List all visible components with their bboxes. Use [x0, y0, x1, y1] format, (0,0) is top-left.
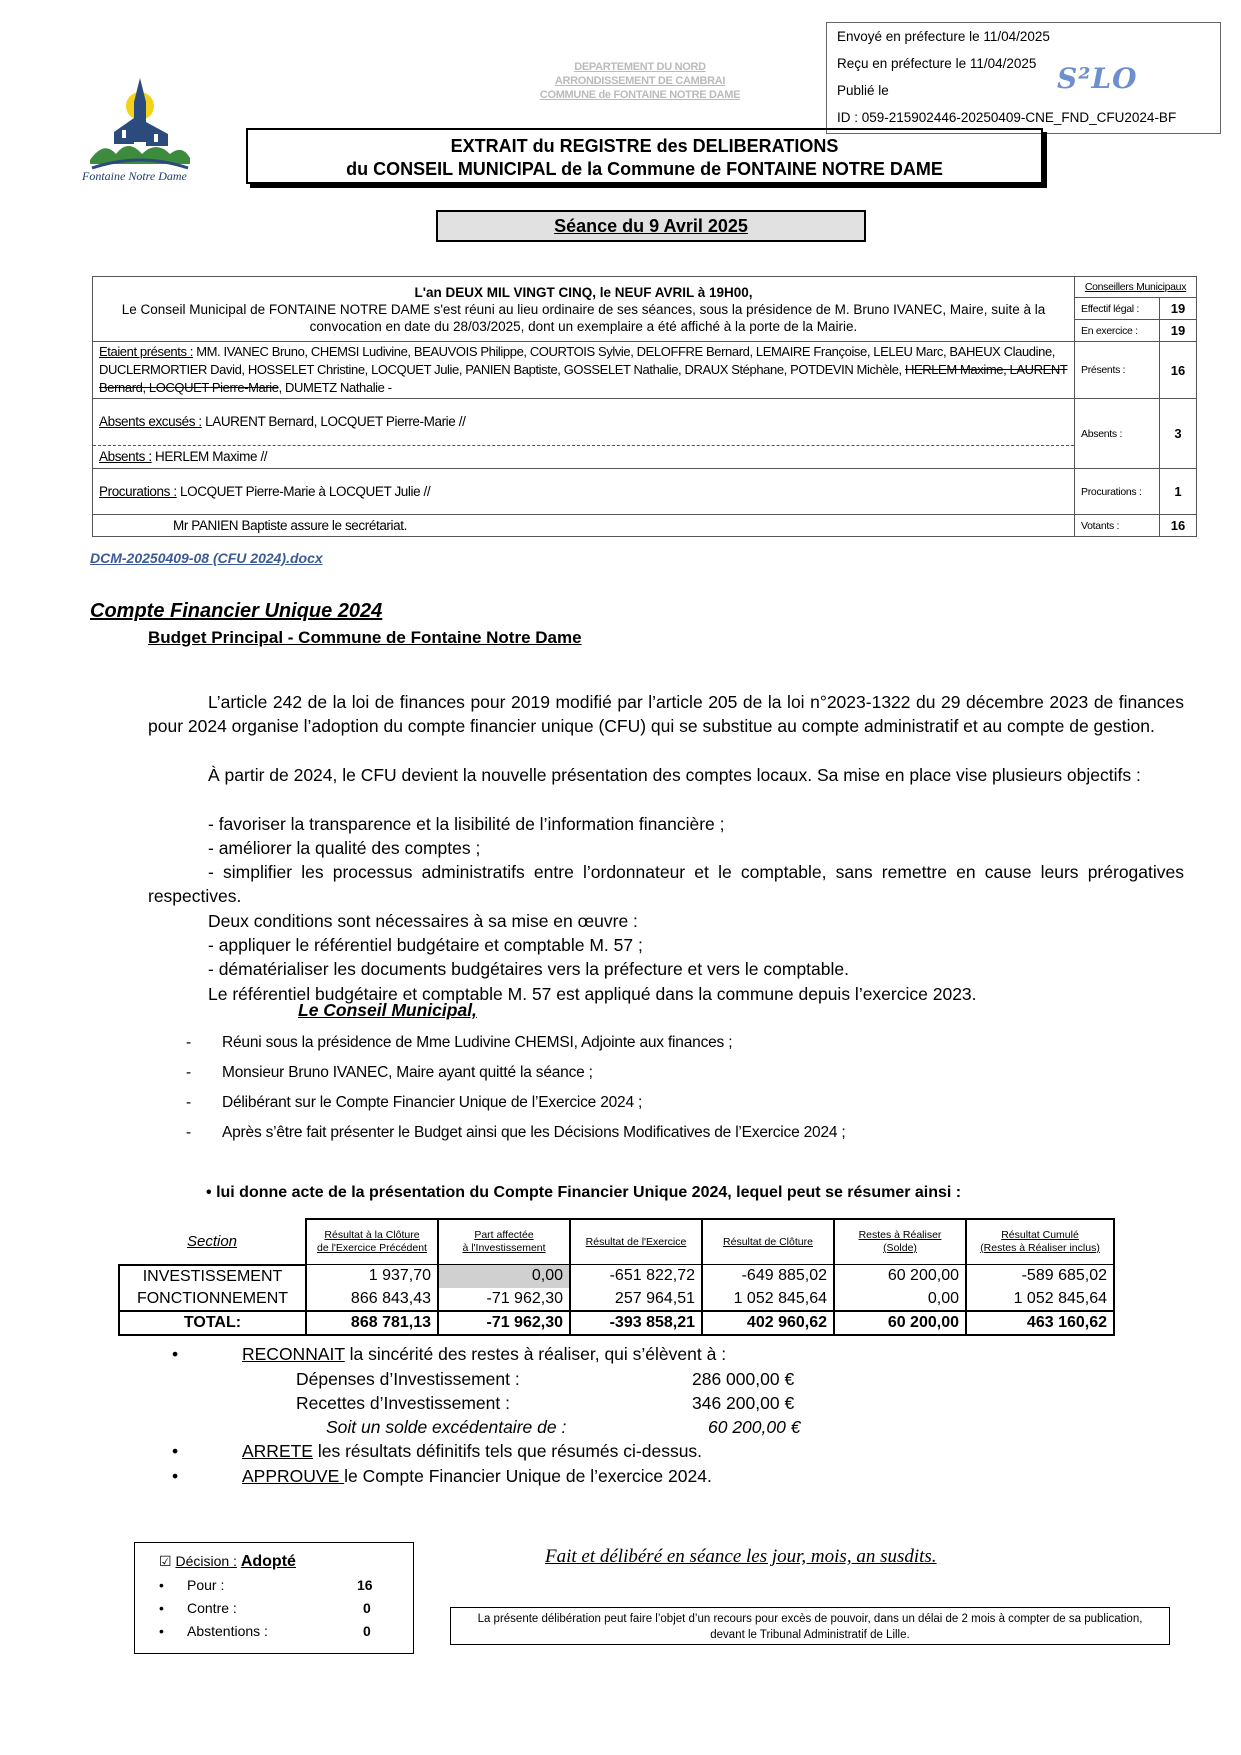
pour-value: 16	[357, 1577, 373, 1593]
absent-members	[93, 399, 1075, 469]
condition-1: - appliquer le référentiel budgétaire et comptable M. 57 ;	[208, 935, 643, 955]
condition-2: - dématérialiser les documents budgétaires vers la préfecture et vers le comptable.	[208, 959, 849, 979]
secretariat: Mr PANIEN Baptiste assure le secrétariat.	[93, 515, 1075, 537]
present-struck: HERLEM Maxime, LAURENT Bernard, LOCQUET Pierre-Marie	[99, 362, 1068, 395]
decision-value: Adopté	[240, 1553, 296, 1570]
bullet-icon: •	[159, 1577, 164, 1593]
absents-count-label: Absents :	[1075, 399, 1160, 469]
stamp-id: ID : 059-215902446-20250409-CNE_FND_CFU2024-BF	[837, 110, 1177, 125]
total-row	[119, 1311, 1114, 1335]
cell: 1 052 845,64	[702, 1288, 834, 1311]
considerant-text: Délibérant sur le Compte Financier Unique de l’Exercice 2024 ;	[222, 1094, 643, 1111]
depenses-value: 286 000,00 €	[692, 1369, 795, 1389]
recours-line2: devant le Tribunal Administratif de Lille.	[710, 1629, 910, 1641]
contre-value: 0	[363, 1600, 371, 1616]
depenses-label: Dépenses d’Investissement :	[296, 1369, 520, 1389]
acte-text: lui donne acte de la présentation du Compte Financier Unique 2024, lequel peut se résumer ainsi :	[216, 1184, 962, 1201]
cell: -71 962,30	[438, 1288, 570, 1311]
cell: -651 822,72	[570, 1265, 702, 1288]
logo-caption: Fontaine Notre Dame	[82, 169, 187, 183]
document-title	[246, 128, 1043, 184]
contre-label: Contre :	[187, 1600, 237, 1616]
cell: 257 964,51	[570, 1288, 702, 1311]
attendance-table	[92, 276, 1197, 537]
results-table	[118, 1218, 1115, 1336]
reconnait-verb: RECONNAIT	[242, 1344, 345, 1364]
recettes-value: 346 200,00 €	[692, 1393, 795, 1413]
title-line1: EXTRAIT du REGISTRE des DELIBERATIONS	[450, 136, 839, 156]
bullet-icon: •	[172, 1441, 179, 1461]
excuses-row	[93, 399, 1074, 446]
cell: 866 843,43	[306, 1288, 438, 1311]
section-subheading: Budget Principal - Commune de Fontaine Notre Dame	[148, 628, 582, 647]
arrete-item	[172, 1441, 703, 1462]
reconnait-item	[172, 1344, 727, 1365]
procurations-count-label: Procurations :	[1075, 469, 1160, 515]
objective-3: - simplifier les processus administratifs entre l’ordonnateur et le comptable, sans remettre en cause leurs prérogatives respectives.	[148, 862, 1184, 907]
presents-value: 16	[1160, 342, 1197, 399]
considerant-4: - Après s’être fait présenter le Budget ainsi que les Décisions Modificatives de l’Exercice 2024 ;	[186, 1124, 846, 1141]
recettes-label: Recettes d’Investissement :	[296, 1393, 510, 1413]
approuve-text: le Compte Financier Unique de l’exercice 2024.	[344, 1466, 712, 1486]
objective-2: - améliorer la qualité des comptes ;	[208, 838, 481, 858]
prefecture-stamp	[826, 22, 1221, 134]
procurations-text: LOCQUET Pierre-Marie à LOCQUET Julie //	[176, 484, 431, 499]
decision-line	[159, 1553, 296, 1571]
excuses-label: Absents excusés :	[99, 414, 202, 429]
decision-box	[134, 1542, 414, 1654]
absents-row	[93, 446, 1074, 468]
cell: -71 962,30	[438, 1311, 570, 1335]
bullet-icon: •	[172, 1344, 179, 1364]
acte-statement	[206, 1184, 961, 1202]
checkbox-icon: ☑	[159, 1553, 172, 1569]
considerant-text: Après s’être fait présenter le Budget ainsi que les Décisions Modificatives de l’Exercice 2024 ;	[222, 1124, 846, 1141]
cell: 1 052 845,64	[966, 1288, 1114, 1311]
absents-label: Absents :	[99, 449, 152, 464]
col-header-affectee: Part affectée à l'Investissement	[438, 1219, 570, 1265]
procurations-row	[93, 469, 1075, 515]
bullet-icon: •	[206, 1184, 212, 1201]
procurations-value: 1	[1160, 469, 1197, 515]
department-header	[520, 60, 760, 102]
abstentions-label: Abstentions :	[187, 1623, 268, 1639]
paragraph-2: À partir de 2024, le CFU devient la nouvelle présentation des comptes locaux. Sa mise en place vise plusieurs objectifs :	[208, 765, 1141, 785]
cell: 0,00	[438, 1265, 570, 1288]
present-label: Etaient présents :	[99, 344, 193, 359]
pour-label: Pour :	[187, 1577, 225, 1593]
cell: 402 960,62	[702, 1311, 834, 1335]
absents-text: HERLEM Maxime //	[151, 449, 268, 464]
presents-label: Présents :	[1075, 342, 1160, 399]
col-header-cumule: Résultat Cumulé (Restes à Réaliser inclus)	[966, 1219, 1114, 1265]
objective-1: - favoriser la transparence et la lisibilité de l’information financière ;	[208, 814, 725, 834]
paragraph-3: Deux conditions sont nécessaires à sa mise en œuvre :	[208, 911, 638, 931]
session-intro-text: Le Conseil Municipal de FONTAINE NOTRE DAME s'est réuni au lieu ordinaire de ses séances, sous la présidence de M. Bruno IVANEC, Maire, suite à la convocation en date du 28/03/2025, dont un exemplaire a été affiché à la porte de la Mairie.	[121, 301, 1046, 334]
considerant-2: - Monsieur Bruno IVANEC, Maire ayant quitté la séance ;	[186, 1064, 593, 1081]
session-intro	[93, 277, 1075, 342]
effectif-value: 19	[1160, 298, 1197, 320]
cell: -393 858,21	[570, 1311, 702, 1335]
commune-line: COMMUNE de FONTAINE NOTRE DAME	[539, 89, 741, 101]
table-row	[119, 1288, 1114, 1311]
section-heading: Compte Financier Unique 2024	[90, 600, 383, 622]
stamp-recu: Reçu en préfecture le 11/04/2025	[837, 56, 1037, 71]
solde-label: Soit un solde excédentaire de :	[326, 1417, 567, 1437]
abstentions-value: 0	[363, 1623, 371, 1639]
bullet-icon: •	[172, 1466, 179, 1486]
recours-notice	[450, 1607, 1170, 1645]
cell: 868 781,13	[306, 1311, 438, 1335]
council-heading: Le Conseil Municipal,	[298, 1000, 477, 1020]
seance-date: Séance du 9 Avril 2025	[436, 210, 866, 242]
exercice-label: En exercice :	[1075, 320, 1160, 342]
decision-label: Décision :	[175, 1553, 237, 1569]
cell: -649 885,02	[702, 1265, 834, 1288]
cell: 0,00	[834, 1288, 966, 1311]
fait-statement: Fait et délibéré en séance les jour, mois, an susdits.	[545, 1546, 937, 1567]
bullet-icon: •	[159, 1600, 164, 1616]
col-header-exercice: Résultat de l'Exercice	[570, 1219, 702, 1265]
cell: 1 937,70	[306, 1265, 438, 1288]
s2lo-logo: S²LO	[1057, 62, 1138, 95]
arrete-verb: ARRETE	[242, 1441, 313, 1461]
exercice-value: 19	[1160, 320, 1197, 342]
department-line: DEPARTEMENT DU NORD	[574, 61, 706, 73]
present-end: , DUMETZ Nathalie -	[278, 380, 392, 395]
stamp-publie: Publié le	[837, 83, 889, 98]
total-label: TOTAL:	[119, 1311, 306, 1335]
considerant-text: Réuni sous la présidence de Mme Ludivine CHEMSI, Adjointe aux finances ;	[222, 1034, 733, 1051]
cell: 463 160,62	[966, 1311, 1114, 1335]
counts-header: Conseillers Municipaux	[1075, 277, 1197, 298]
paragraph-1: L’article 242 de la loi de finances pour 2019 modifié par l’article 205 de la loi n°2023-1322 du 29 décembre 2023 de finances pour 2024 organise l’adoption du compte financier unique (CFU) qui se substitue au compte administratif et au compte de gestion.	[148, 692, 1184, 737]
considerant-3: - Délibérant sur le Compte Financier Unique de l’Exercice 2024 ;	[186, 1094, 643, 1111]
bullet-icon: •	[159, 1623, 164, 1639]
arrete-text: les résultats définitifs tels que résumés ci-dessus.	[312, 1441, 703, 1461]
absents-value: 3	[1160, 399, 1197, 469]
cell: 60 200,00	[834, 1265, 966, 1288]
document-filename: DCM-20250409-08 (CFU 2024).docx	[90, 550, 323, 566]
row-name: FONCTIONNEMENT	[119, 1288, 306, 1311]
cell: -589 685,02	[966, 1265, 1114, 1288]
solde-value: 60 200,00 €	[708, 1417, 801, 1437]
table-row	[119, 1265, 1114, 1288]
procurations-label: Procurations :	[99, 484, 177, 499]
col-header-cloture: Résultat de Clôture	[702, 1219, 834, 1265]
session-opening: L'an DEUX MIL VINGT CINQ, le NEUF AVRIL à 19H00,	[414, 284, 753, 300]
reconnait-text: la sincérité des restes à réaliser, qui s’élèvent à :	[344, 1344, 727, 1364]
votants-value: 16	[1160, 515, 1197, 537]
col-header-prev: Résultat à la Clôture de l'Exercice Précédent	[306, 1219, 438, 1265]
approuve-verb: APPROUVE	[242, 1466, 345, 1486]
paragraph-4: Le référentiel budgétaire et comptable M. 57 est appliqué dans la commune depuis l’exercice 2023.	[208, 984, 977, 1004]
recours-line1: La présente délibération peut faire l’objet d’un recours pour excès de pouvoir, dans un délai de 2 mois à compter de sa publication,	[477, 1613, 1143, 1625]
row-name: INVESTISSEMENT	[119, 1265, 306, 1288]
excuses-text: LAURENT Bernard, LOCQUET Pierre-Marie //	[201, 414, 466, 429]
title-line2: du CONSEIL MUNICIPAL de la Commune de FONTAINE NOTRE DAME	[346, 159, 943, 179]
section-header: Section	[186, 1232, 238, 1250]
effectif-label: Effectif légal :	[1075, 298, 1160, 320]
present-list: MM. IVANEC Bruno, CHEMSI Ludivine, BEAUVOIS Philippe, COURTOIS Sylvie, DELOFFRE Bernard, LEMAIRE Françoise, LELEU Marc, BAHEUX Claudine, DUCLERMORTIER David, HOSSELET Christine, LOCQUET Julie, PANIEN Baptiste, GOSSELET Nathalie, DRAUX Stéphane, POTDEVIN Michèle,	[99, 344, 1055, 377]
stamp-envoye: Envoyé en préfecture le 11/04/2025	[837, 29, 1050, 44]
cell: 60 200,00	[834, 1311, 966, 1335]
considerant-text: Monsieur Bruno IVANEC, Maire ayant quitté la séance ;	[222, 1064, 593, 1081]
arrondissement-line: ARRONDISSEMENT DE CAMBRAI	[554, 75, 726, 87]
votants-label: Votants :	[1075, 515, 1160, 537]
col-header-restes: Restes à Réaliser (Solde)	[834, 1219, 966, 1265]
approuve-item	[172, 1466, 712, 1487]
considerant-1: - Réuni sous la présidence de Mme Ludivine CHEMSI, Adjointe aux finances ;	[186, 1034, 733, 1051]
present-members	[93, 342, 1075, 399]
